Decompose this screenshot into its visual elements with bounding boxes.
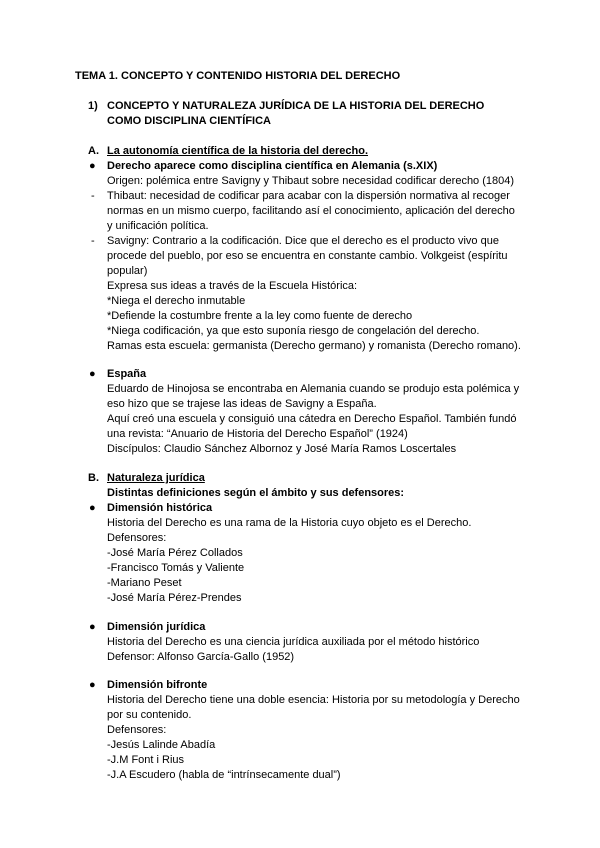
text-line: -José María Pérez Collados xyxy=(107,547,243,559)
text-line: Ramas esta escuela: germanista (Derecho germano) y romanista (Derecho romano). xyxy=(107,340,521,352)
text-line: Thibaut: necesidad de codificar para acabar con la dispersión normativa al recoger xyxy=(107,190,510,202)
text-line: Origen: polémica entre Savigny y Thibaut sobre necesidad codificar derecho (1804) xyxy=(107,175,515,187)
text-line: -José María Pérez-Prendes xyxy=(107,592,242,604)
text-line: -J.A Escudero (habla de “intrínsecamente dual”) xyxy=(107,769,341,781)
text-line: y unificación política. xyxy=(107,220,209,232)
text-line: Defensor: Alfonso García-Gallo (1952) xyxy=(107,651,295,663)
part-b-heading: Naturaleza jurídica xyxy=(107,472,205,484)
bullet-title-historica: Dimensión histórica xyxy=(107,502,213,514)
bullet-title-espana: España xyxy=(107,368,147,380)
bullet-icon: ● xyxy=(89,679,96,691)
bullet-icon: ● xyxy=(89,368,96,380)
bullet-icon: ● xyxy=(89,502,96,514)
text-line: Defensores: xyxy=(107,724,167,736)
text-line: Discípulos: Claudio Sánchez Albornoz y José María Ramos Loscertales xyxy=(107,443,457,455)
text-line: Defensores: xyxy=(107,532,167,544)
bullet-title-juridica: Dimensión jurídica xyxy=(107,621,206,633)
text-line: Expresa sus ideas a través de la Escuela Histórica: xyxy=(107,280,358,292)
text-line: Savigny: Contrario a la codificación. Dice que el derecho es el producto vivo que xyxy=(107,235,499,247)
text-line: -Francisco Tomás y Valiente xyxy=(107,562,245,574)
text-line: popular) xyxy=(107,265,148,277)
text-line: -J.M Font i Rius xyxy=(107,754,185,766)
section-heading-line2: COMO DISCIPLINA CIENTÍFICA xyxy=(107,115,271,127)
text-line: -Mariano Peset xyxy=(107,577,182,589)
bullet-title-alemania: Derecho aparece como disciplina científica en Alemania (s.XIX) xyxy=(107,160,438,172)
part-b-letter: B. xyxy=(88,472,99,484)
bullet-icon: ● xyxy=(89,621,96,633)
section-heading-line1: CONCEPTO Y NATURALEZA JURÍDICA DE LA HISTORIA DEL DERECHO xyxy=(107,100,485,112)
text-line: Eduardo de Hinojosa se encontraba en Alemania cuando se produjo esta polémica y xyxy=(107,383,520,395)
text-line: Aquí creó una escuela y consiguió una cátedra en Derecho Español. También fundó xyxy=(107,413,517,425)
text-line: Historia del Derecho es una rama de la Historia cuyo objeto es el Derecho. xyxy=(107,517,472,529)
part-a-heading: La autonomía científica de la historia del derecho. xyxy=(107,145,369,157)
text-line: *Defiende la costumbre frente a la ley como fuente de derecho xyxy=(107,310,413,322)
bullet-icon: ● xyxy=(89,160,96,172)
text-line: Historia del Derecho tiene una doble esencia: Historia por su metodología y Derecho xyxy=(107,694,520,706)
text-line: una revista: “Anuario de Historia del Derecho Español” (1924) xyxy=(107,428,408,440)
section-number: 1) xyxy=(88,100,98,112)
dash-marker: - xyxy=(91,190,95,202)
text-line: eso hizo que se trajese las ideas de Savigny a España. xyxy=(107,398,377,410)
text-line: *Niega el derecho inmutable xyxy=(107,295,246,307)
text-line: procede del pueblo, por eso se encuentra en constante cambio. Volkgeist (espíritu xyxy=(107,250,508,262)
document-title: TEMA 1. CONCEPTO Y CONTENIDO HISTORIA DEL DERECHO xyxy=(75,70,401,82)
part-a-letter: A. xyxy=(88,145,99,157)
text-line: -Jesús Lalinde Abadía xyxy=(107,739,216,751)
text-line: normas en un mismo cuerpo, facilitando así el conocimiento, aplicación del derecho xyxy=(107,205,515,217)
dash-marker: - xyxy=(91,235,95,247)
text-line: *Niega codificación, ya que esto suponía riesgo de congelación del derecho. xyxy=(107,325,480,337)
part-b-subheading: Distintas definiciones según el ámbito y sus defensores: xyxy=(107,487,405,499)
text-line: por su contenido. xyxy=(107,709,192,721)
bullet-title-bifronte: Dimensión bifronte xyxy=(107,679,208,691)
text-line: Historia del Derecho es una ciencia jurídica auxiliada por el método histórico xyxy=(107,636,480,648)
